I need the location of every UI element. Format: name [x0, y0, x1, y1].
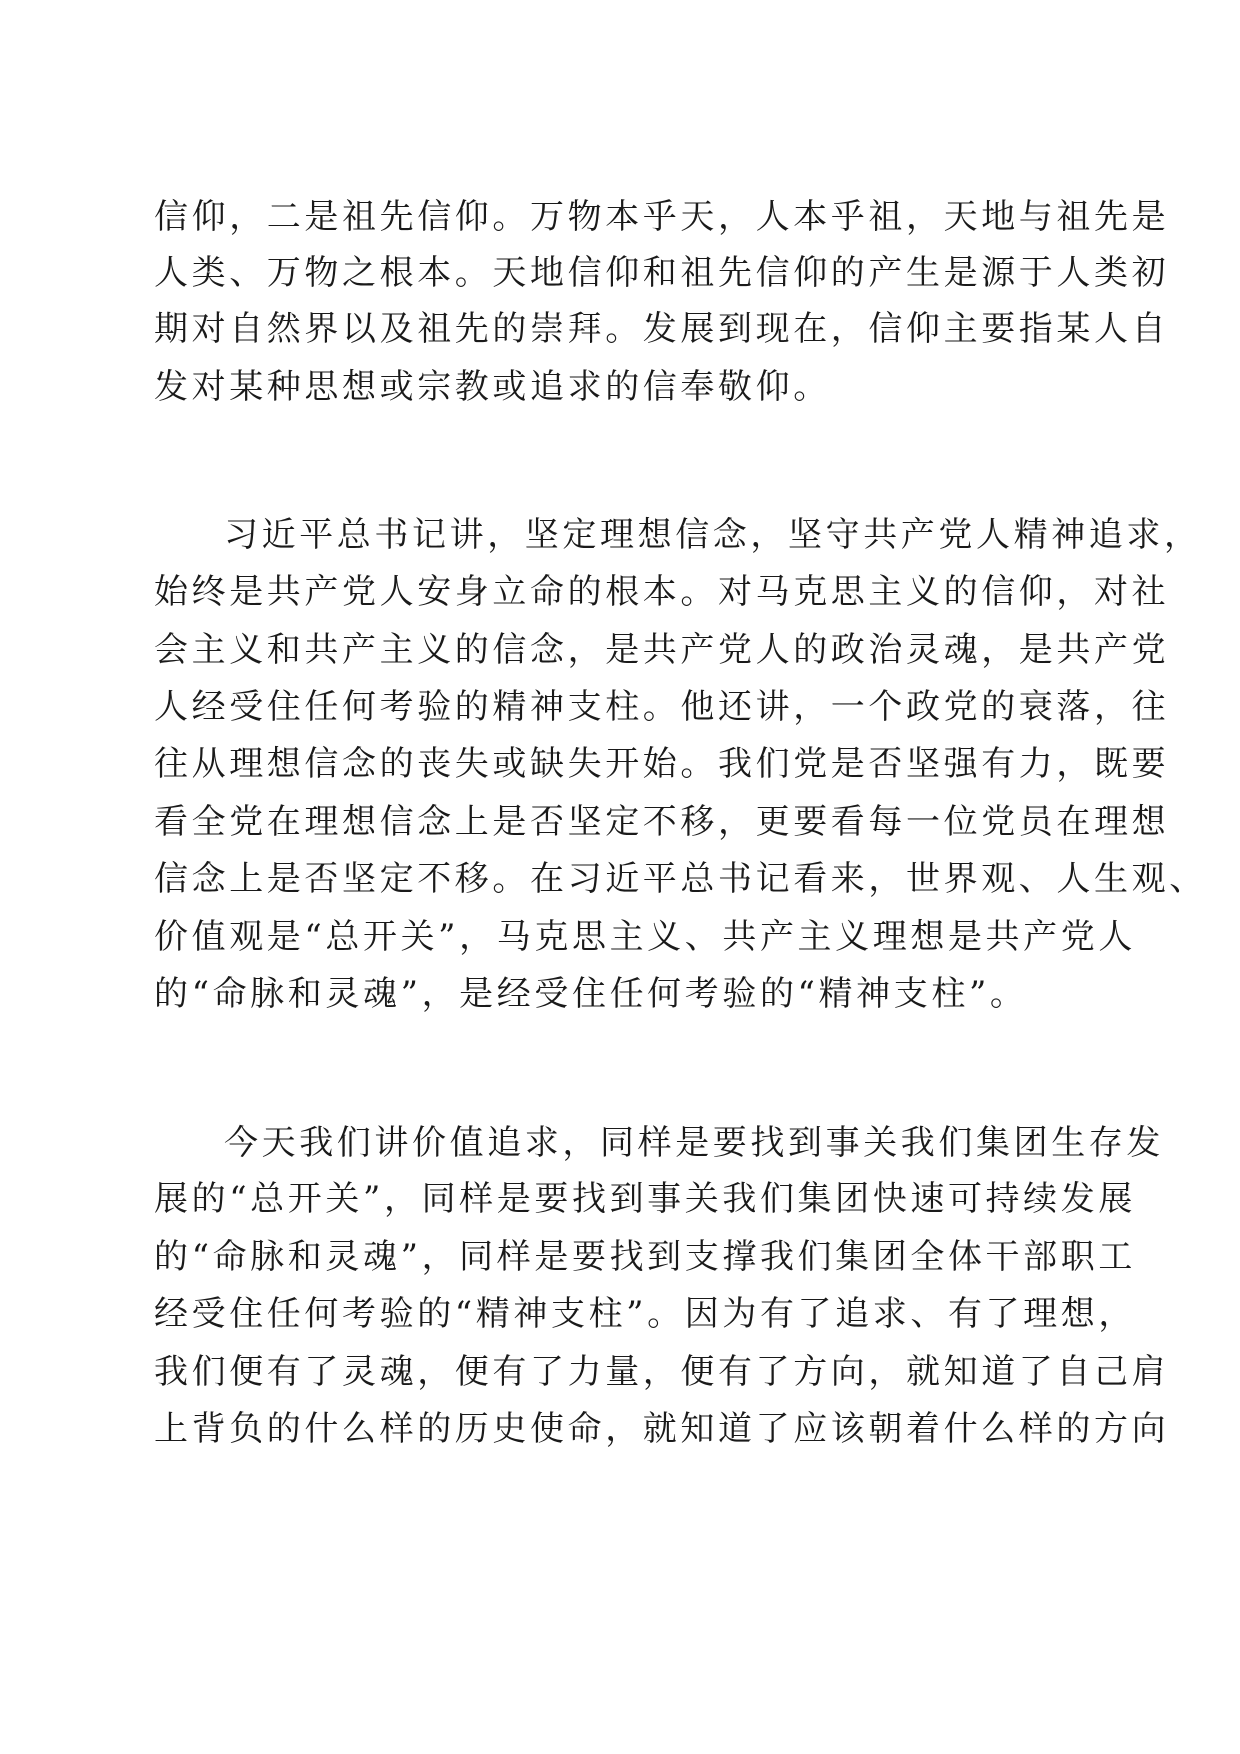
text-line: 习近平总书记讲，坚定理想信念，坚守共产党人精神追求， [224, 515, 1202, 555]
text-line: 展的“总开关”，同样是要找到事关我们集团快速可持续发展 [154, 1179, 1136, 1219]
text-line: 看全党在理想信念上是否坚定不移，更要看每一位党员在理想 [154, 802, 1170, 842]
text-line: 我们便有了灵魂，便有了力量，便有了方向，就知道了自己肩 [154, 1352, 1170, 1392]
text-line: 信念上是否坚定不移。在习近平总书记看来，世界观、人生观、 [154, 859, 1207, 899]
text-line: 经受住任何考验的“精神支柱”。因为有了追求、有了理想， [154, 1294, 1136, 1334]
text-line: 的“命脉和灵魂”，同样是要找到支撑我们集团全体干部职工 [154, 1237, 1136, 1277]
text-line: 人经受住任何考验的精神支柱。他还讲，一个政党的衰落，往 [154, 687, 1170, 727]
text-line: 的“命脉和灵魂”，是经受住任何考验的“精神支柱”。 [154, 974, 1028, 1014]
text-line: 今天我们讲价值追求，同样是要找到事关我们集团生存发 [224, 1123, 1164, 1163]
text-line: 上背负的什么样的历史使命，就知道了应该朝着什么样的方向 [154, 1409, 1170, 1449]
text-line: 往从理想信念的丧失或缺失开始。我们党是否坚强有力，既要 [154, 744, 1170, 784]
text-line: 会主义和共产主义的信念，是共产党人的政治灵魂，是共产党 [154, 630, 1170, 670]
text-line: 信仰，二是祖先信仰。万物本乎天，人本乎祖，天地与祖先是 [154, 197, 1170, 237]
text-line: 始终是共产党人安身立命的根本。对马克思主义的信仰，对社 [154, 572, 1170, 612]
text-line: 发对某种思想或宗教或追求的信奉敬仰。 [154, 367, 831, 407]
text-line: 人类、万物之根本。天地信仰和祖先信仰的产生是源于人类初 [154, 253, 1170, 293]
text-line: 期对自然界以及祖先的崇拜。发展到现在，信仰主要指某人自 [154, 309, 1170, 349]
text-line: 价值观是“总开关”，马克思主义、共产主义理想是共产党人 [154, 917, 1136, 957]
